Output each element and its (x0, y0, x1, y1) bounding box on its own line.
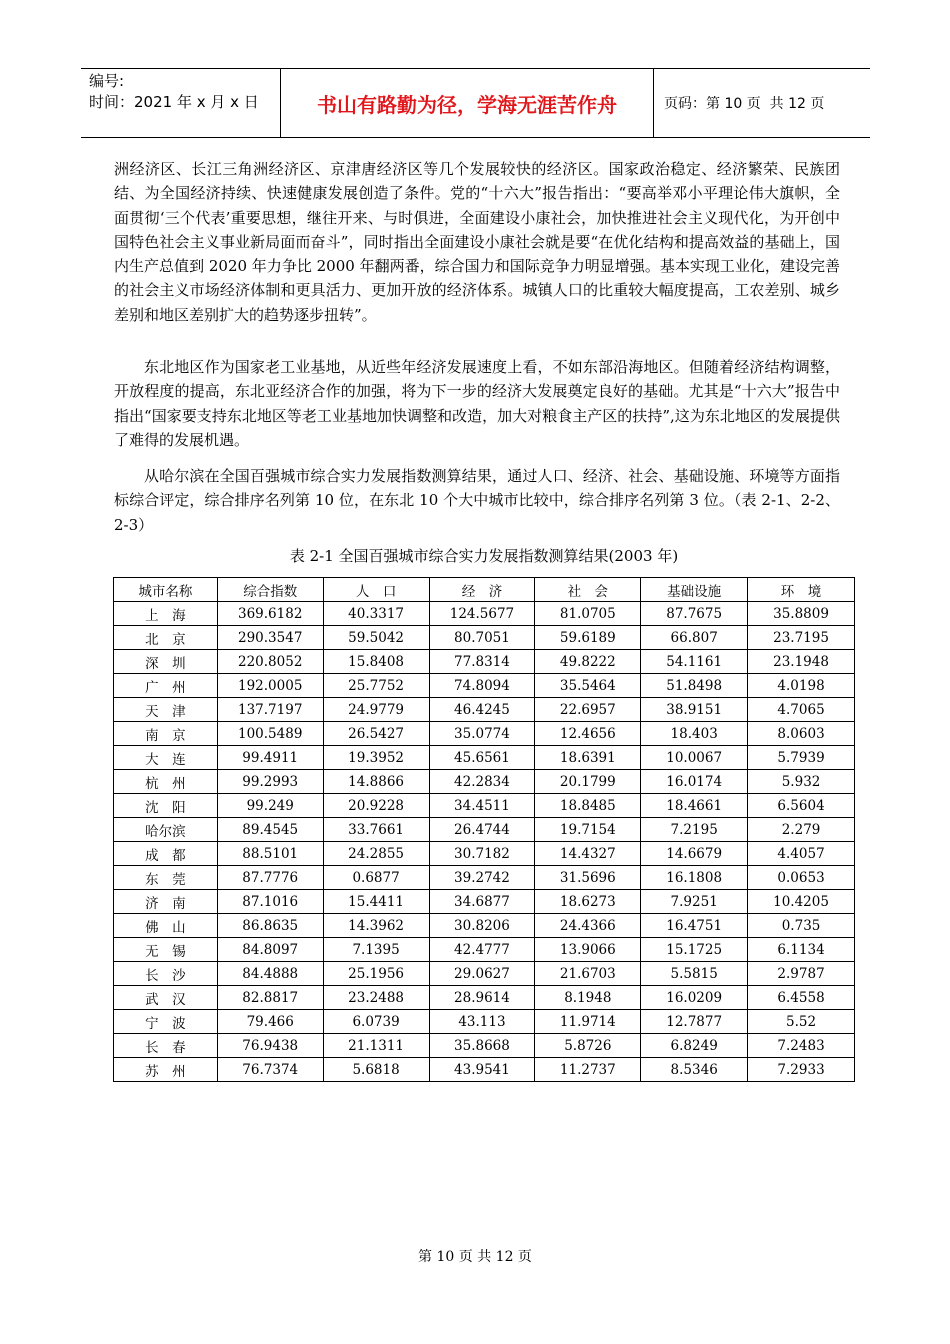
infrastructure-cell: 10.0067 (641, 746, 748, 770)
table-row (114, 650, 855, 674)
environment-cell: 23.7195 (748, 626, 855, 650)
city-name-cell: 无 锡 (114, 938, 218, 962)
table-row (114, 746, 855, 770)
society-cell: 22.6957 (535, 698, 641, 722)
infrastructure-cell: 6.8249 (641, 1034, 748, 1058)
infrastructure-cell: 16.4751 (641, 914, 748, 938)
composite-index-cell: 192.0005 (217, 674, 323, 698)
table-row (114, 794, 855, 818)
table-row (114, 770, 855, 794)
composite-index-cell: 89.4545 (217, 818, 323, 842)
city-name-cell: 广 州 (114, 674, 218, 698)
environment-cell: 6.1134 (748, 938, 855, 962)
infrastructure-cell: 51.8498 (641, 674, 748, 698)
population-cell: 0.6877 (323, 866, 429, 890)
city-name-cell: 哈尔滨 (114, 818, 218, 842)
infrastructure-cell: 16.0174 (641, 770, 748, 794)
economy-cell: 34.6877 (429, 890, 535, 914)
environment-cell: 23.1948 (748, 650, 855, 674)
economy-cell: 29.0627 (429, 962, 535, 986)
date-label: 时间：2021 年 x 月 x 日 (89, 93, 259, 111)
table-row (114, 818, 855, 842)
environment-cell: 7.2933 (748, 1058, 855, 1082)
table-row (114, 962, 855, 986)
table-row (114, 842, 855, 866)
economy-cell: 42.4777 (429, 938, 535, 962)
population-cell: 19.3952 (323, 746, 429, 770)
society-cell: 8.1948 (535, 986, 641, 1010)
page-code-text: 页码：第 10 页 共 12 页 (664, 96, 825, 112)
composite-index-cell: 87.7776 (217, 866, 323, 890)
city-name-cell: 天 津 (114, 698, 218, 722)
population-cell: 21.1311 (323, 1034, 429, 1058)
infrastructure-cell: 7.9251 (641, 890, 748, 914)
environment-cell: 2.279 (748, 818, 855, 842)
composite-index-cell: 86.8635 (217, 914, 323, 938)
composite-index-cell: 100.5489 (217, 722, 323, 746)
economy-cell: 124.5677 (429, 602, 535, 626)
city-index-table (113, 577, 855, 1082)
infrastructure-cell: 8.5346 (641, 1058, 748, 1082)
header-meta (81, 69, 281, 137)
environment-cell: 6.4558 (748, 986, 855, 1010)
infrastructure-cell: 18.403 (641, 722, 748, 746)
infrastructure-cell: 7.2195 (641, 818, 748, 842)
table-row (114, 914, 855, 938)
table-caption: 表 2-1 全国百强城市综合实力发展指数测算结果(2003 年) (289, 547, 679, 565)
economy-cell: 45.6561 (429, 746, 535, 770)
city-name-cell: 杭 州 (114, 770, 218, 794)
environment-cell: 6.5604 (748, 794, 855, 818)
economy-cell: 30.8206 (429, 914, 535, 938)
document-header (81, 68, 870, 138)
composite-index-cell: 76.9438 (217, 1034, 323, 1058)
society-cell: 18.6391 (535, 746, 641, 770)
page-footer: 第 10 页 共 12 页 (418, 1249, 532, 1265)
composite-index-cell: 88.5101 (217, 842, 323, 866)
environment-cell: 5.52 (748, 1010, 855, 1034)
population-cell: 5.6818 (323, 1058, 429, 1082)
table-row (114, 1058, 855, 1082)
city-name-cell: 长 沙 (114, 962, 218, 986)
infrastructure-cell: 5.5815 (641, 962, 748, 986)
economy-cell: 77.8314 (429, 650, 535, 674)
population-cell: 40.3317 (323, 602, 429, 626)
environment-cell: 2.9787 (748, 962, 855, 986)
city-name-cell: 北 京 (114, 626, 218, 650)
population-cell: 24.2855 (323, 842, 429, 866)
city-name-cell: 苏 州 (114, 1058, 218, 1082)
economy-cell: 34.4511 (429, 794, 535, 818)
environment-cell: 35.8809 (748, 602, 855, 626)
city-name-cell: 南 京 (114, 722, 218, 746)
environment-cell: 10.4205 (748, 890, 855, 914)
economy-cell: 35.0774 (429, 722, 535, 746)
city-name-cell: 成 都 (114, 842, 218, 866)
header-cell-city: 城市名称 (114, 578, 218, 602)
society-cell: 35.5464 (535, 674, 641, 698)
infrastructure-cell: 15.1725 (641, 938, 748, 962)
society-cell: 11.9714 (535, 1010, 641, 1034)
population-cell: 14.3962 (323, 914, 429, 938)
economy-cell: 46.4245 (429, 698, 535, 722)
economy-cell: 28.9614 (429, 986, 535, 1010)
composite-index-cell: 87.1016 (217, 890, 323, 914)
composite-index-cell: 369.6182 (217, 602, 323, 626)
economy-cell: 42.2834 (429, 770, 535, 794)
composite-index-cell: 82.8817 (217, 986, 323, 1010)
environment-cell: 5.932 (748, 770, 855, 794)
number-label: 编号: (89, 72, 125, 90)
economy-cell: 35.8668 (429, 1034, 535, 1058)
economy-cell: 80.7051 (429, 626, 535, 650)
table-body (114, 602, 855, 1082)
composite-index-cell: 84.4888 (217, 962, 323, 986)
society-cell: 12.4656 (535, 722, 641, 746)
composite-index-cell: 99.249 (217, 794, 323, 818)
population-cell: 59.5042 (323, 626, 429, 650)
composite-index-cell: 99.2993 (217, 770, 323, 794)
population-cell: 23.2488 (323, 986, 429, 1010)
population-cell: 15.4411 (323, 890, 429, 914)
population-cell: 15.8408 (323, 650, 429, 674)
header-cell-environment: 环 境 (748, 578, 855, 602)
paragraph-3: 从哈尔滨在全国百强城市综合实力发展指数测算结果，通过人口、经济、社会、基础设施、环境等方面指标综合评定，综合排序名列第 10 位，在东北 10 个大中城市比较中，综合排序名列第 3 位。（表 2-1、2-2、2-3） (114, 467, 840, 534)
table-row (114, 1010, 855, 1034)
society-cell: 31.5696 (535, 866, 641, 890)
header-cell-society: 社 会 (535, 578, 641, 602)
society-cell: 81.0705 (535, 602, 641, 626)
population-cell: 33.7661 (323, 818, 429, 842)
city-name-cell: 佛 山 (114, 914, 218, 938)
environment-cell: 0.0653 (748, 866, 855, 890)
table-row (114, 626, 855, 650)
population-cell: 20.9228 (323, 794, 429, 818)
paragraph-1: 洲经济区、长江三角洲经济区、京津唐经济区等几个发展较快的经济区。国家政治稳定、经济繁荣、民族团结、为全国经济持续、快速健康发展创造了条件。党的“十六大”报告指出：“要高举邓小平理论伟大旗帜，全面贯彻‘三个代表’重要思想，继往开来、与时俱进，全面建设小康社会，加快推进社会主义现代化，为开创中国特色社会主义事业新局面而奋斗”，同时指出全面建设小康社会就是要“在优化结构和提高效益的基础上，国内生产总值到 2020 年力争比 2000 年翻两番，综合国力和国际竞争力明显增强。基本实现工业化，建设完善的社会主义市场经济体制和更具活力、更加开放的经济体系。城镇人口的比重较大幅度提高，工农差别、城乡差别和地区差别扩大的趋势逐步扭转”。 (114, 160, 840, 324)
population-cell: 25.1956 (323, 962, 429, 986)
infrastructure-cell: 14.6679 (641, 842, 748, 866)
table-row (114, 986, 855, 1010)
city-name-cell: 武 汉 (114, 986, 218, 1010)
composite-index-cell: 99.4911 (217, 746, 323, 770)
composite-index-cell: 79.466 (217, 1010, 323, 1034)
city-name-cell: 长 春 (114, 1034, 218, 1058)
society-cell: 14.4327 (535, 842, 641, 866)
economy-cell: 43.9541 (429, 1058, 535, 1082)
header-cell-population: 人 口 (323, 578, 429, 602)
society-cell: 20.1799 (535, 770, 641, 794)
infrastructure-cell: 16.0209 (641, 986, 748, 1010)
infrastructure-cell: 66.807 (641, 626, 748, 650)
paragraph-2: 东北地区作为国家老工业基地，从近些年经济发展速度上看，不如东部沿海地区。但随着经济结构调整，开放程度的提高，东北亚经济合作的加强，将为下一步的经济大发展奠定良好的基础。尤其是“十六大”报告中指出“国家要支持东北地区等老工业基地加快调整和改造，加大对粮食主产区的扶持”,这为东北地区的发展提供了难得的发展机遇。 (114, 358, 840, 449)
table-row (114, 938, 855, 962)
header-cell-composite: 综合指数 (217, 578, 323, 602)
infrastructure-cell: 54.1161 (641, 650, 748, 674)
table-header-row (114, 578, 855, 602)
society-cell: 49.8222 (535, 650, 641, 674)
composite-index-cell: 76.7374 (217, 1058, 323, 1082)
environment-cell: 8.0603 (748, 722, 855, 746)
economy-cell: 74.8094 (429, 674, 535, 698)
environment-cell: 4.0198 (748, 674, 855, 698)
society-cell: 11.2737 (535, 1058, 641, 1082)
composite-index-cell: 137.7197 (217, 698, 323, 722)
table-row (114, 1034, 855, 1058)
society-cell: 5.8726 (535, 1034, 641, 1058)
society-cell: 18.8485 (535, 794, 641, 818)
economy-cell: 26.4744 (429, 818, 535, 842)
population-cell: 7.1395 (323, 938, 429, 962)
population-cell: 24.9779 (323, 698, 429, 722)
infrastructure-cell: 87.7675 (641, 602, 748, 626)
table-row (114, 602, 855, 626)
composite-index-cell: 220.8052 (217, 650, 323, 674)
header-page-code (654, 69, 870, 137)
population-cell: 6.0739 (323, 1010, 429, 1034)
society-cell: 24.4366 (535, 914, 641, 938)
society-cell: 21.6703 (535, 962, 641, 986)
population-cell: 26.5427 (323, 722, 429, 746)
table-row (114, 866, 855, 890)
table-row (114, 698, 855, 722)
header-motto: 书山有路勤为径，学海无涯苦作舟 (281, 69, 654, 137)
population-cell: 25.7752 (323, 674, 429, 698)
city-name-cell: 沈 阳 (114, 794, 218, 818)
city-name-cell: 宁 波 (114, 1010, 218, 1034)
society-cell: 19.7154 (535, 818, 641, 842)
environment-cell: 0.735 (748, 914, 855, 938)
population-cell: 14.8866 (323, 770, 429, 794)
city-name-cell: 东 莞 (114, 866, 218, 890)
infrastructure-cell: 12.7877 (641, 1010, 748, 1034)
society-cell: 18.6273 (535, 890, 641, 914)
environment-cell: 4.4057 (748, 842, 855, 866)
society-cell: 59.6189 (535, 626, 641, 650)
header-cell-economy: 经 济 (429, 578, 535, 602)
society-cell: 13.9066 (535, 938, 641, 962)
composite-index-cell: 84.8097 (217, 938, 323, 962)
city-name-cell: 大 连 (114, 746, 218, 770)
economy-cell: 30.7182 (429, 842, 535, 866)
city-name-cell: 济 南 (114, 890, 218, 914)
environment-cell: 5.7939 (748, 746, 855, 770)
economy-cell: 43.113 (429, 1010, 535, 1034)
city-name-cell: 深 圳 (114, 650, 218, 674)
table-row (114, 890, 855, 914)
infrastructure-cell: 38.9151 (641, 698, 748, 722)
economy-cell: 39.2742 (429, 866, 535, 890)
environment-cell: 7.2483 (748, 1034, 855, 1058)
infrastructure-cell: 16.1808 (641, 866, 748, 890)
table-row (114, 674, 855, 698)
environment-cell: 4.7065 (748, 698, 855, 722)
infrastructure-cell: 18.4661 (641, 794, 748, 818)
header-cell-infrastructure: 基础设施 (641, 578, 748, 602)
composite-index-cell: 290.3547 (217, 626, 323, 650)
city-name-cell: 上 海 (114, 602, 218, 626)
table-row (114, 722, 855, 746)
